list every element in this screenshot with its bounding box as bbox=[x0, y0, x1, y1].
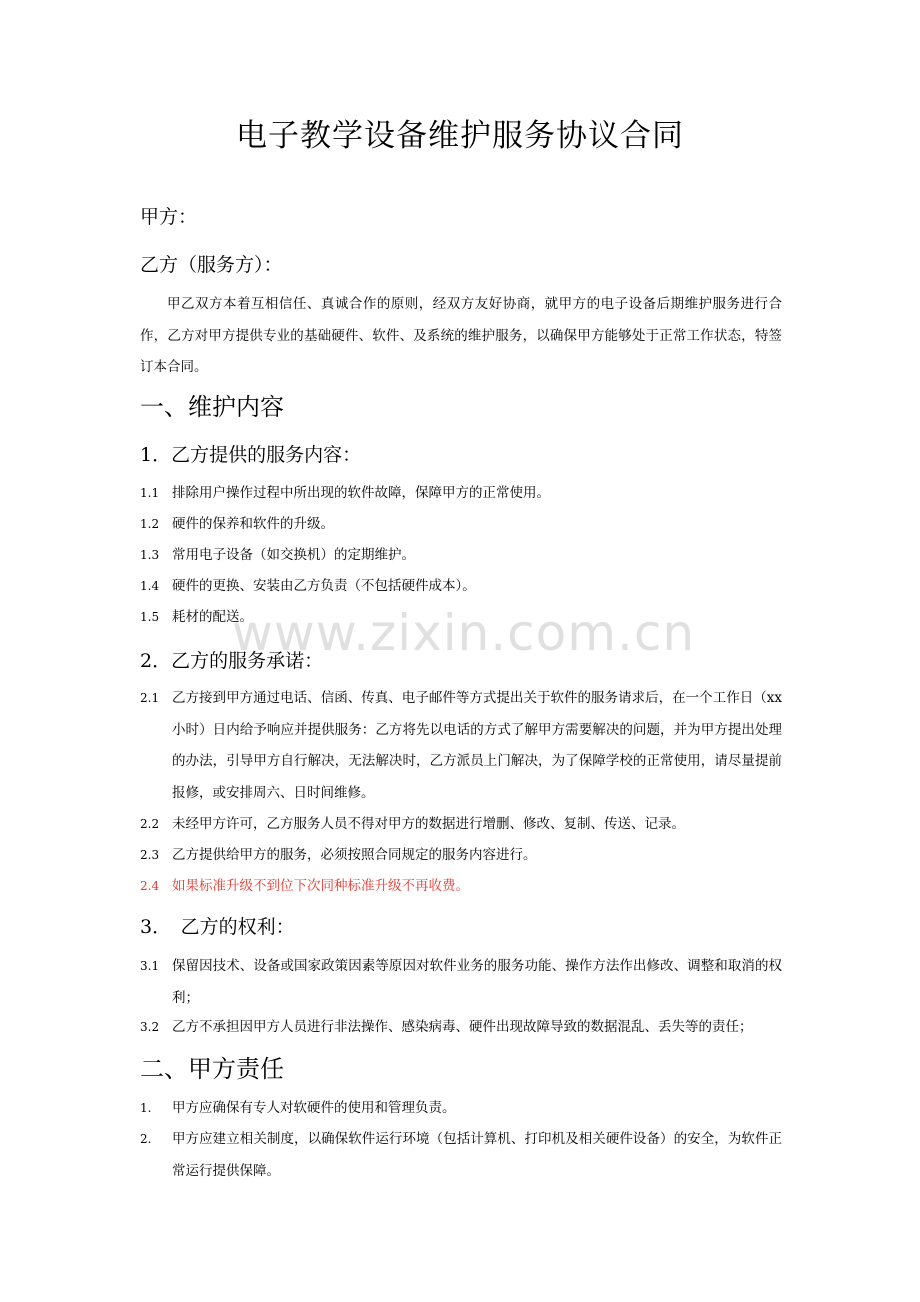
item-text: 如果标准升级不到位下次同种标准升级不再收费。 bbox=[172, 878, 469, 894]
item-number: 3.2 bbox=[140, 1020, 160, 1034]
list-item bbox=[140, 683, 782, 809]
item-number: 2.1 bbox=[140, 691, 160, 705]
list-item bbox=[140, 1012, 782, 1044]
item-text: 乙方不承担因甲方人员进行非法操作、感染病毒、硬件出现故障导致的数据混乱、丢失等的责任； bbox=[172, 1019, 753, 1035]
party-b-label: 乙方（服务方）： bbox=[140, 254, 283, 276]
list-item bbox=[140, 540, 782, 572]
document-title: 电子教学设备维护服务协议合同 bbox=[236, 118, 684, 154]
item-number: 1.5 bbox=[140, 610, 160, 624]
item-number: 2.2 bbox=[140, 817, 160, 831]
section1-sub2-heading: 2．乙方的服务承诺： bbox=[140, 650, 324, 672]
item-text: 甲方应确保有专人对软硬件的使用和管理负责。 bbox=[172, 1100, 456, 1116]
item-text: 乙方提供给甲方的服务，必须按照合同规定的服务内容进行。 bbox=[172, 847, 537, 863]
item-text: 甲方应建立相关制度，以确保软件运行环境（包括计算机、打印机及相关硬件设备）的安全，为软件正常运行提供保障。 bbox=[172, 1131, 782, 1179]
item-text: 保留因技术、设备或国家政策因素等原因对软件业务的服务功能、操作方法作出修改、调整和取消的权利； bbox=[172, 958, 782, 1006]
item-number: 1.4 bbox=[140, 579, 160, 593]
list-item bbox=[140, 951, 782, 1014]
list-item bbox=[140, 478, 782, 510]
item-number: 2.3 bbox=[140, 848, 160, 862]
section1-sub3-heading: 3． 乙方的权利： bbox=[140, 916, 295, 938]
list-item bbox=[140, 509, 782, 541]
item-number: 2. bbox=[140, 1132, 152, 1146]
party-a-label: 甲方： bbox=[140, 206, 198, 228]
item-text: 硬件的保养和软件的升级。 bbox=[172, 516, 334, 532]
item-text: 硬件的更换、安装由乙方负责（不包括硬件成本）。 bbox=[172, 578, 476, 594]
intro-paragraph: 甲乙双方本着互相信任、真诚合作的原则，经双方友好协商，就甲方的电子设备后期维护服务进行合作，乙方对甲方提供专业的基础硬件、软件、及系统的维护服务，以确保甲方能够处于正常工作状态，特签订本合同。 bbox=[140, 296, 782, 375]
list-item bbox=[140, 571, 782, 603]
section1-heading: 一、维护内容 bbox=[140, 393, 284, 421]
list-item bbox=[140, 1124, 782, 1187]
item-text: 常用电子设备（如交换机）的定期维护。 bbox=[172, 547, 415, 563]
item-text: 耗材的配送。 bbox=[172, 609, 253, 625]
item-number: 3.1 bbox=[140, 959, 160, 973]
item-number: 1.2 bbox=[140, 517, 160, 531]
item-number: 1.3 bbox=[140, 548, 160, 562]
item-text: 乙方接到甲方通过电话、信函、传真、电子邮件等方式提出关于软件的服务请求后，在一个工作日（xx小时）日内给予响应并提供服务：乙方将先以电话的方式了解甲方需要解决的问题，并为甲方提出处理的办法，引导甲方自行解决，无法解决时，乙方派员上门解决，为了保障学校的正常使用，请尽量提前报修，或安排周六、日时间维修。 bbox=[172, 690, 782, 801]
item-number: 2.4 bbox=[140, 879, 160, 893]
watermark-text: www.zixin.com.cn bbox=[232, 604, 696, 662]
list-item-highlighted bbox=[140, 871, 782, 903]
list-item bbox=[140, 1093, 782, 1125]
item-text: 排除用户操作过程中所出现的软件故障，保障甲方的正常使用。 bbox=[172, 485, 550, 501]
list-item bbox=[140, 809, 782, 841]
item-number: 1. bbox=[140, 1101, 152, 1115]
item-number: 1.1 bbox=[140, 486, 160, 500]
section2-heading: 二、甲方责任 bbox=[140, 1055, 284, 1083]
list-item bbox=[140, 840, 782, 872]
item-text: 未经甲方许可，乙方服务人员不得对甲方的数据进行增删、修改、复制、传送、记录。 bbox=[172, 816, 685, 832]
section1-sub1-heading: 1．乙方提供的服务内容： bbox=[140, 444, 362, 466]
